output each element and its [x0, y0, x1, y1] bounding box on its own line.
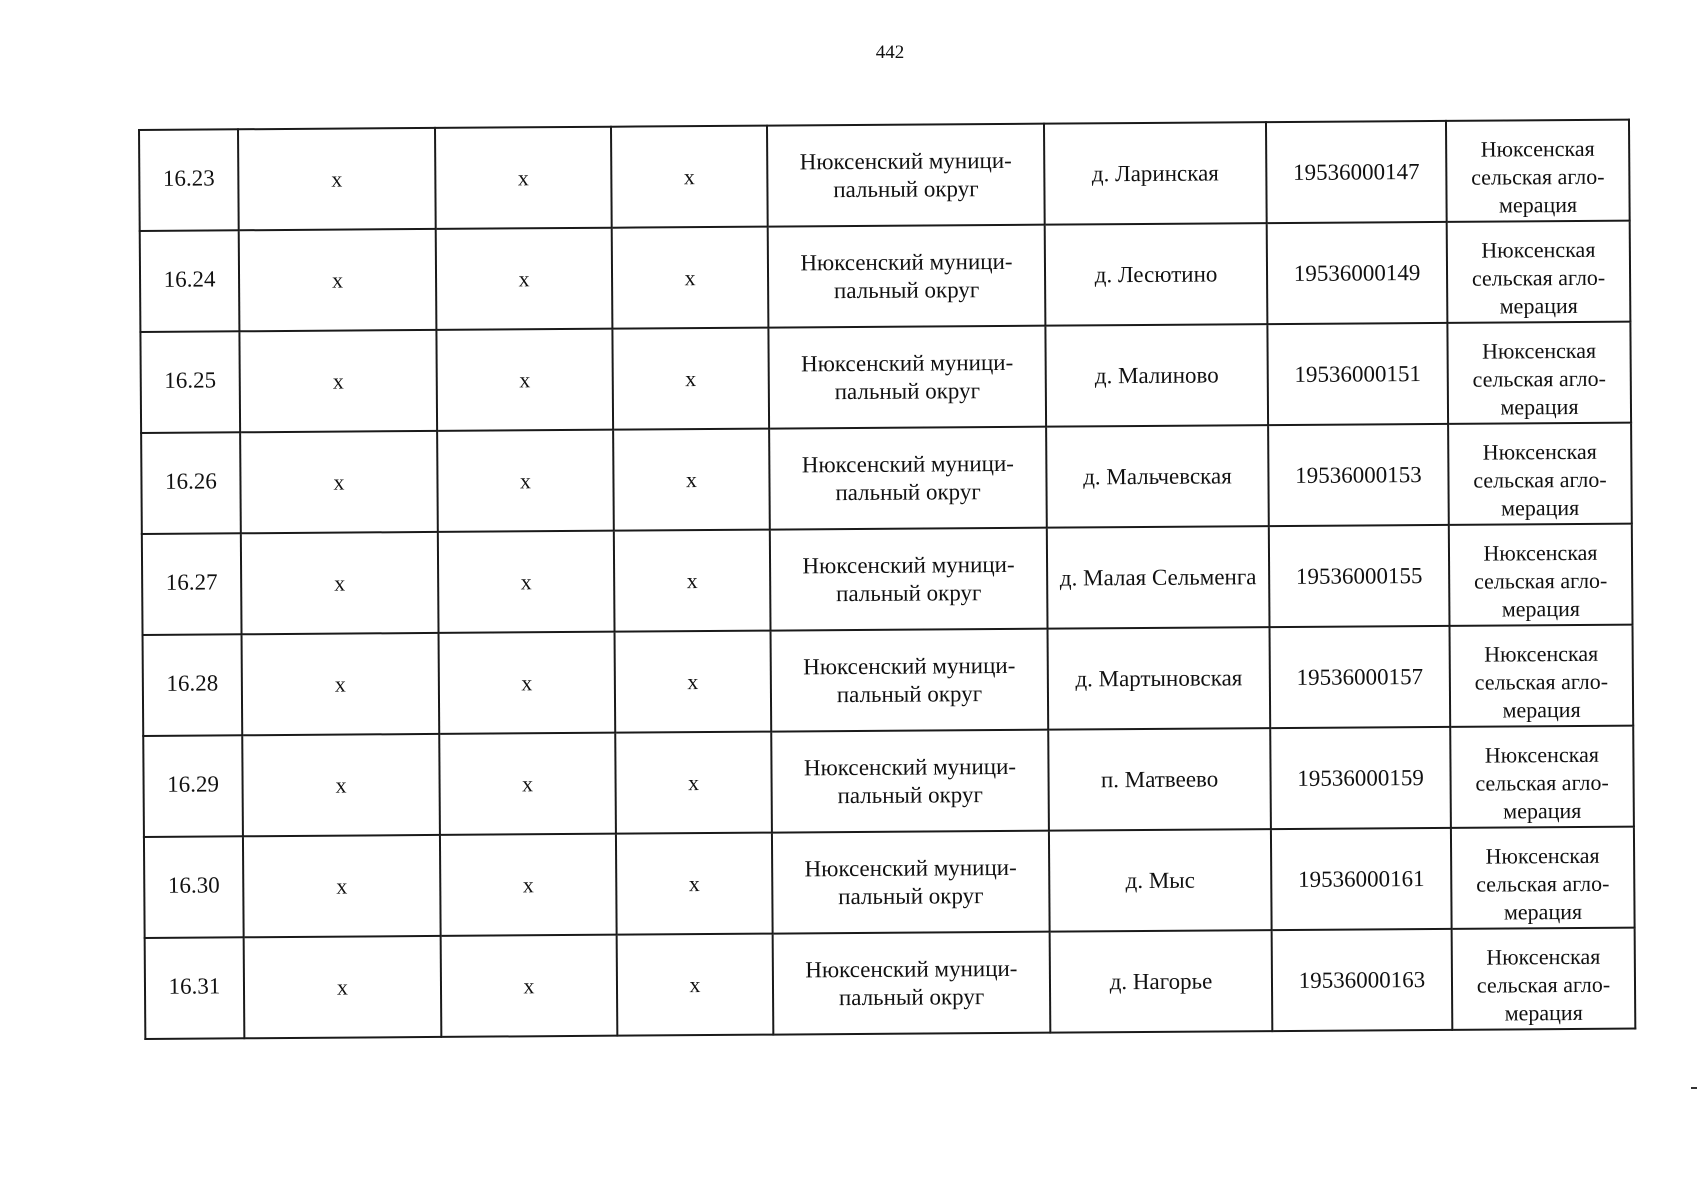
agglomeration-text: Нюксенская	[1486, 943, 1601, 970]
agglomeration-text: Нюксенская	[1485, 842, 1600, 869]
district-text: Нюксенский муници-	[801, 349, 1014, 376]
mark-cell	[437, 430, 614, 532]
mark-text: x	[522, 871, 534, 897]
row-number-cell	[139, 129, 239, 231]
agglomeration-text: Нюксенская	[1484, 741, 1600, 768]
agglomeration-text: сельская агло-	[1476, 870, 1610, 897]
district-text: пальный округ	[834, 377, 981, 404]
mark-text: x	[336, 873, 348, 899]
table-row	[143, 625, 1634, 736]
code-text: 19536000151	[1294, 360, 1422, 387]
locality-cell	[1047, 526, 1270, 629]
district-text: пальный округ	[833, 175, 979, 202]
mark-cell	[436, 329, 613, 431]
code-text: 19536000163	[1298, 966, 1426, 993]
agglomeration-cell	[1450, 726, 1634, 828]
code-text: 19536000159	[1297, 764, 1424, 791]
row-number-text: 16.23	[162, 165, 215, 191]
mark-cell	[240, 431, 438, 533]
agglomeration-text: Нюксенская	[1483, 539, 1598, 566]
district-text: Нюксенский муници-	[799, 147, 1012, 174]
agglomeration-cell	[1452, 928, 1636, 1030]
agglomeration-cell	[1451, 827, 1635, 929]
mark-text: x	[331, 267, 344, 293]
mark-text: x	[520, 568, 532, 594]
mark-cell	[613, 429, 770, 531]
agglomeration-text: сельская агло-	[1475, 769, 1609, 796]
mark-text: x	[521, 669, 533, 695]
row-number-text: 16.29	[167, 771, 220, 797]
mark-cell	[242, 633, 440, 735]
locality-text: д. Мыс	[1125, 867, 1196, 893]
mark-cell	[241, 532, 439, 634]
district-text: пальный округ	[836, 680, 983, 707]
district-cell	[768, 225, 1046, 328]
code-cell	[1272, 929, 1453, 1031]
district-text: пальный округ	[833, 276, 980, 303]
code-cell	[1270, 626, 1451, 728]
agglomeration-text: Нюксенская	[1482, 438, 1597, 465]
table-row	[141, 423, 1632, 534]
mark-text: x	[689, 971, 701, 997]
locality-text: д. Нагорье	[1109, 968, 1213, 994]
agglomeration-text: сельская агло-	[1471, 163, 1605, 190]
mark-text: x	[335, 772, 347, 798]
mark-text: x	[687, 668, 699, 694]
code-text: 19536000161	[1297, 865, 1425, 892]
mark-text: x	[334, 671, 346, 697]
district-text: пальный округ	[837, 781, 983, 808]
row-number-text: 16.24	[163, 266, 216, 292]
mark-text: x	[518, 265, 530, 291]
mark-text: x	[519, 366, 531, 392]
mark-cell	[614, 530, 771, 632]
agglomeration-text: мерация	[1503, 898, 1583, 925]
mark-cell	[239, 330, 437, 432]
locality-cell	[1044, 122, 1267, 225]
mark-cell	[244, 936, 442, 1038]
row-number-cell	[143, 634, 243, 736]
table-row	[144, 827, 1635, 938]
district-cell	[772, 831, 1050, 934]
locality-cell	[1045, 324, 1268, 427]
agglomeration-text: сельская агло-	[1474, 668, 1609, 695]
mark-cell	[238, 128, 436, 230]
mark-text: x	[686, 567, 698, 593]
table-row	[139, 120, 1630, 231]
mark-cell	[612, 328, 769, 430]
mark-cell	[611, 126, 768, 228]
mark-cell	[439, 733, 616, 835]
locality-text: д. Лесютино	[1094, 260, 1218, 287]
mark-text: x	[519, 467, 532, 493]
code-cell	[1267, 323, 1448, 425]
district-cell	[770, 528, 1048, 631]
district-text: пальный округ	[835, 478, 981, 505]
district-text: пальный округ	[838, 983, 985, 1010]
mark-cell	[439, 632, 616, 734]
code-text: 19536000149	[1293, 259, 1421, 286]
agglomeration-text: сельская агло-	[1472, 365, 1607, 392]
agglomeration-text: мерация	[1498, 191, 1578, 218]
code-text: 19536000153	[1295, 461, 1422, 488]
table-row	[143, 726, 1634, 837]
district-text: Нюксенский муници-	[802, 551, 1015, 578]
table-body	[139, 120, 1635, 1039]
agglomeration-cell	[1448, 423, 1632, 525]
code-cell	[1270, 727, 1451, 829]
district-cell	[771, 730, 1049, 833]
district-text: Нюксенский муници-	[803, 753, 1017, 780]
code-cell	[1271, 828, 1452, 930]
settlements-table	[138, 119, 1636, 1040]
row-number-cell	[142, 533, 242, 635]
mark-cell	[441, 935, 618, 1037]
locality-text: д. Мартыновская	[1075, 664, 1243, 691]
mark-cell	[615, 732, 772, 834]
district-cell	[768, 326, 1046, 429]
code-cell	[1266, 121, 1447, 223]
code-cell	[1269, 525, 1450, 627]
district-cell	[771, 629, 1049, 732]
row-number-text: 16.25	[164, 367, 217, 393]
mark-text: x	[332, 368, 344, 394]
mark-cell	[438, 531, 615, 633]
row-number-cell	[143, 735, 243, 837]
edge-mark	[1691, 1087, 1697, 1089]
agglomeration-text: Нюксенская	[1481, 337, 1597, 364]
mark-text: x	[334, 570, 346, 596]
district-cell	[769, 427, 1047, 530]
agglomeration-cell	[1446, 120, 1630, 222]
district-text: Нюксенский муници-	[804, 854, 1017, 881]
district-text: Нюксенский муници-	[801, 450, 1014, 477]
locality-cell	[1045, 223, 1268, 326]
locality-cell	[1048, 728, 1271, 831]
table-row	[140, 221, 1631, 332]
locality-text: п. Матвеево	[1100, 765, 1219, 792]
mark-cell	[615, 631, 772, 733]
agglomeration-text: сельская агло-	[1473, 466, 1607, 493]
code-cell	[1268, 424, 1449, 526]
mark-text: x	[688, 870, 700, 896]
row-number-text: 16.26	[164, 468, 217, 494]
code-text: 19536000147	[1292, 158, 1420, 185]
mark-text: x	[517, 164, 529, 190]
agglomeration-text: Нюксенская	[1481, 236, 1596, 263]
mark-cell	[239, 229, 437, 331]
code-text: 19536000155	[1295, 562, 1423, 589]
row-number-cell	[145, 937, 245, 1039]
row-number-text: 16.27	[165, 569, 218, 595]
agglomeration-text: мерация	[1499, 292, 1578, 319]
agglomeration-text: мерация	[1502, 696, 1581, 723]
code-text: 19536000157	[1296, 663, 1424, 690]
agglomeration-text: мерация	[1500, 393, 1579, 420]
locality-text: д. Малиново	[1094, 361, 1219, 388]
district-cell	[767, 124, 1045, 227]
locality-cell	[1049, 829, 1272, 932]
mark-cell	[440, 834, 617, 936]
mark-cell	[616, 833, 773, 935]
table-row	[145, 928, 1636, 1039]
agglomeration-cell	[1450, 625, 1634, 727]
district-text: Нюксенский муници-	[803, 652, 1016, 679]
mark-cell	[243, 835, 441, 937]
table-container	[138, 119, 1636, 1040]
agglomeration-cell	[1447, 221, 1631, 323]
table-row	[142, 524, 1633, 635]
agglomeration-text: Нюксенская	[1480, 135, 1595, 162]
district-text: Нюксенский муници-	[805, 955, 1018, 982]
row-number-cell	[140, 331, 240, 433]
agglomeration-text: Нюксенская	[1484, 640, 1599, 667]
mark-cell	[435, 127, 612, 229]
locality-text: д. Мальчевская	[1083, 462, 1232, 489]
table-row	[140, 322, 1631, 433]
locality-text: д. Ларинская	[1091, 159, 1219, 186]
agglomeration-text: мерация	[1504, 999, 1583, 1026]
page-number: 442	[875, 42, 905, 63]
locality-cell	[1050, 930, 1273, 1033]
mark-cell	[617, 934, 774, 1036]
mark-text: x	[685, 466, 698, 492]
district-text: Нюксенский муници-	[800, 248, 1013, 275]
agglomeration-text: сельская агло-	[1471, 264, 1606, 291]
agglomeration-cell	[1449, 524, 1633, 626]
mark-text: x	[521, 770, 534, 796]
mark-cell	[436, 228, 613, 330]
row-number-cell	[141, 432, 241, 534]
row-number-cell	[144, 836, 244, 938]
row-number-text: 16.28	[166, 670, 219, 696]
agglomeration-cell	[1447, 322, 1631, 424]
mark-cell	[612, 227, 769, 329]
mark-text: x	[331, 166, 343, 192]
code-cell	[1267, 222, 1448, 324]
locality-cell	[1046, 425, 1269, 528]
mark-text: x	[333, 469, 345, 495]
mark-text: x	[683, 163, 695, 189]
district-text: пальный округ	[838, 882, 984, 909]
mark-cell	[242, 734, 440, 836]
row-number-text: 16.30	[167, 872, 220, 898]
agglomeration-text: мерация	[1501, 494, 1580, 521]
agglomeration-text: мерация	[1501, 595, 1581, 622]
agglomeration-text: сельская агло-	[1473, 567, 1608, 594]
mark-text: x	[687, 769, 700, 795]
row-number-text: 16.31	[168, 973, 221, 999]
locality-cell	[1048, 627, 1271, 730]
mark-text: x	[685, 365, 697, 391]
district-text: пальный округ	[836, 579, 982, 606]
district-cell	[773, 932, 1051, 1035]
agglomeration-text: мерация	[1503, 797, 1582, 824]
locality-text: д. Малая Сельменга	[1059, 563, 1257, 591]
agglomeration-text: сельская агло-	[1476, 971, 1611, 998]
mark-text: x	[684, 264, 696, 290]
mark-text: x	[523, 972, 535, 998]
row-number-cell	[140, 230, 240, 332]
mark-text: x	[336, 974, 349, 1000]
